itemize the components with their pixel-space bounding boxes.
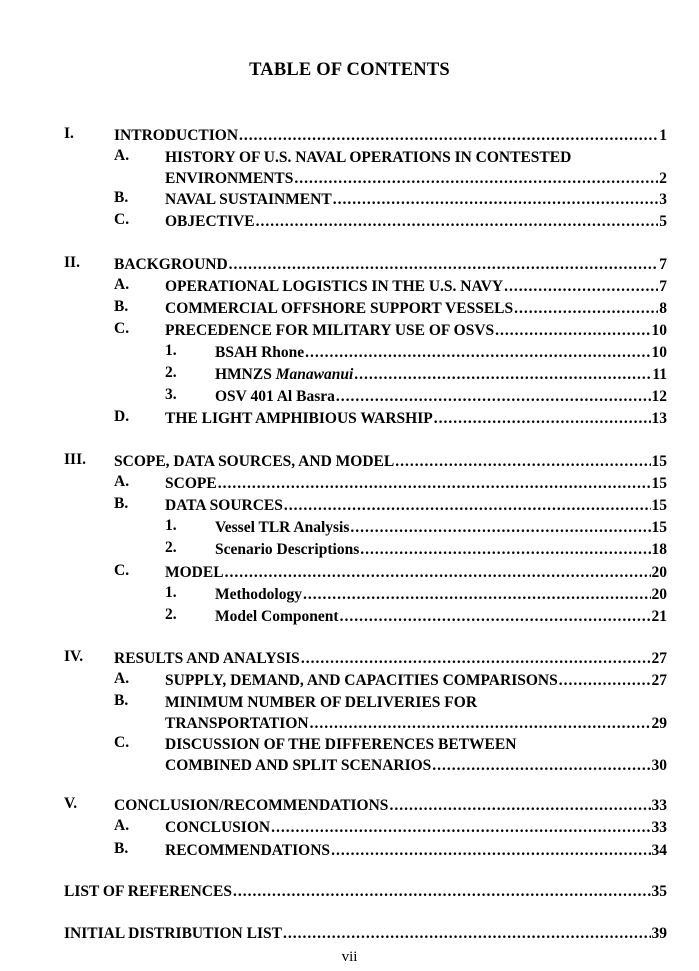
entry-page: 7	[659, 278, 667, 295]
dot-leader	[340, 606, 651, 627]
entry-page: 35	[651, 883, 667, 900]
entry-title: OSV 401 Al Basra	[215, 388, 335, 405]
entry-title-cont: COMBINED AND SPLIT SCENARIOS	[165, 757, 432, 774]
entry-title: COMMERCIAL OFFSHORE SUPPORT VESSELS	[165, 300, 514, 317]
dot-leader	[303, 584, 651, 605]
entry-page: 1	[659, 127, 667, 144]
dot-leader	[395, 451, 650, 472]
entry-title: CONCLUSION/RECOMMENDATIONS	[114, 797, 389, 814]
entry-number: A.	[114, 670, 130, 687]
dot-leader	[354, 364, 651, 385]
dot-leader	[350, 517, 650, 538]
dot-leader	[559, 670, 651, 691]
entry-title: OPERATIONAL LOGISTICS IN THE U.S. NAVY	[165, 278, 504, 295]
entry-number: D.	[114, 408, 130, 425]
entry-title: MODEL	[165, 564, 224, 581]
entry-page: 7	[659, 256, 667, 273]
dot-leader	[360, 539, 650, 560]
entry-number: B.	[114, 692, 129, 709]
entry-page: 8	[659, 300, 667, 317]
entry-page: 10	[651, 322, 667, 339]
entry-number: III.	[64, 451, 86, 468]
entry-number: C.	[114, 320, 130, 337]
entry-page: 21	[651, 608, 667, 625]
dot-leader	[504, 276, 658, 297]
dot-leader	[256, 211, 659, 232]
entry-number: 2.	[165, 539, 177, 556]
entry-title: BACKGROUND	[114, 256, 228, 273]
dot-leader	[271, 817, 650, 838]
dot-leader	[434, 408, 651, 429]
entry-page: 11	[652, 366, 667, 383]
entry-number: I.	[64, 125, 74, 142]
entry-number: B.	[114, 298, 129, 315]
entry-title: Methodology	[215, 586, 302, 603]
entry-title: SUPPLY, DEMAND, AND CAPACITIES COMPARISONS	[165, 672, 558, 689]
entry-page: 12	[651, 388, 667, 405]
entry-title: Vessel TLR Analysis	[215, 519, 350, 536]
entry-title-cont: ENVIRONMENTS	[165, 170, 294, 187]
entry-page: 15	[651, 453, 667, 470]
entry-page: 15	[651, 475, 667, 492]
dot-leader	[389, 795, 650, 816]
entry-page: 29	[651, 715, 667, 732]
entry-number: B.	[114, 495, 129, 512]
entry-title: Scenario Descriptions	[215, 541, 360, 558]
entry-title: SCOPE, DATA SOURCES, AND MODEL	[114, 453, 395, 470]
entry-page: 27	[651, 650, 667, 667]
dot-leader	[225, 562, 651, 583]
entry-number: 1.	[165, 342, 177, 359]
dot-leader	[331, 840, 650, 861]
entry-title: OBJECTIVE	[165, 213, 255, 230]
dot-leader	[301, 648, 651, 669]
entry-number: C.	[114, 562, 130, 579]
entry-page: 30	[651, 757, 667, 774]
entry-title: DISCUSSION OF THE DIFFERENCES BETWEEN	[165, 736, 517, 753]
entry-title: LIST OF REFERENCES	[64, 883, 232, 900]
dot-leader	[294, 168, 658, 189]
entry-number: 1.	[165, 584, 177, 601]
entry-title-cont: TRANSPORTATION	[165, 715, 309, 732]
dot-leader	[333, 189, 659, 210]
entry-number: A.	[114, 147, 130, 164]
dot-leader	[229, 254, 659, 275]
entry-title-italic: Manawanui	[275, 366, 354, 383]
entry-page: 27	[651, 672, 667, 689]
entry-number: 3.	[165, 386, 177, 403]
entry-number: C.	[114, 211, 130, 228]
entry-number: 1.	[165, 517, 177, 534]
entry-page: 33	[651, 819, 667, 836]
entry-page: 10	[651, 344, 667, 361]
entry-page: 34	[651, 842, 667, 859]
entry-title: NAVAL SUSTAINMENT	[165, 191, 332, 208]
dot-leader	[233, 881, 651, 902]
entry-page: 15	[651, 497, 667, 514]
dot-leader	[305, 342, 650, 363]
entry-number: 2.	[165, 364, 177, 381]
entry-title: CONCLUSION	[165, 819, 271, 836]
entry-number: B.	[114, 840, 129, 857]
entry-number: V.	[64, 795, 78, 812]
entry-title: Model Component	[215, 608, 339, 625]
entry-page: 33	[651, 797, 667, 814]
entry-page: 3	[659, 191, 667, 208]
page-title: TABLE OF CONTENTS	[249, 60, 450, 80]
entry-title: BSAH Rhone	[215, 344, 305, 361]
entry-number: A.	[114, 817, 130, 834]
entry-title: HMNZS	[215, 366, 276, 383]
page-number-footer: vii	[341, 949, 358, 965]
entry-title: SCOPE	[165, 475, 217, 492]
dot-leader	[336, 386, 651, 407]
dot-leader	[283, 923, 651, 944]
entry-title: MINIMUM NUMBER OF DELIVERIES FOR	[165, 694, 478, 711]
entry-number: B.	[114, 189, 129, 206]
entry-title: DATA SOURCES	[165, 497, 283, 514]
entry-number: II.	[64, 254, 80, 271]
dot-leader	[239, 125, 658, 146]
entry-page: 20	[651, 564, 667, 581]
entry-title: INTRODUCTION	[114, 127, 239, 144]
dot-leader	[432, 755, 650, 776]
entry-title: THE LIGHT AMPHIBIOUS WARSHIP	[165, 410, 433, 427]
entry-page: 20	[651, 586, 667, 603]
entry-page: 2	[659, 170, 667, 187]
entry-number: IV.	[64, 648, 84, 665]
entry-number: 2.	[165, 606, 177, 623]
entry-title: RESULTS AND ANALYSIS	[114, 650, 300, 667]
dot-leader	[218, 473, 651, 494]
dot-leader	[514, 298, 658, 319]
entry-title: PRECEDENCE FOR MILITARY USE OF OSVS	[165, 322, 495, 339]
entry-page: 5	[659, 213, 667, 230]
entry-number: A.	[114, 276, 130, 293]
dot-leader	[495, 320, 650, 341]
entry-page: 18	[651, 541, 667, 558]
entry-page: 39	[651, 925, 667, 942]
entry-title: HISTORY OF U.S. NAVAL OPERATIONS IN CONTESTED	[165, 149, 572, 166]
entry-page: 15	[651, 519, 667, 536]
dot-leader	[310, 713, 651, 734]
entry-title: RECOMMENDATIONS	[165, 842, 331, 859]
entry-page: 13	[651, 410, 667, 427]
dot-leader	[284, 495, 651, 516]
entry-number: C.	[114, 734, 130, 751]
entry-number: A.	[114, 473, 130, 490]
entry-title: INITIAL DISTRIBUTION LIST	[64, 925, 282, 942]
